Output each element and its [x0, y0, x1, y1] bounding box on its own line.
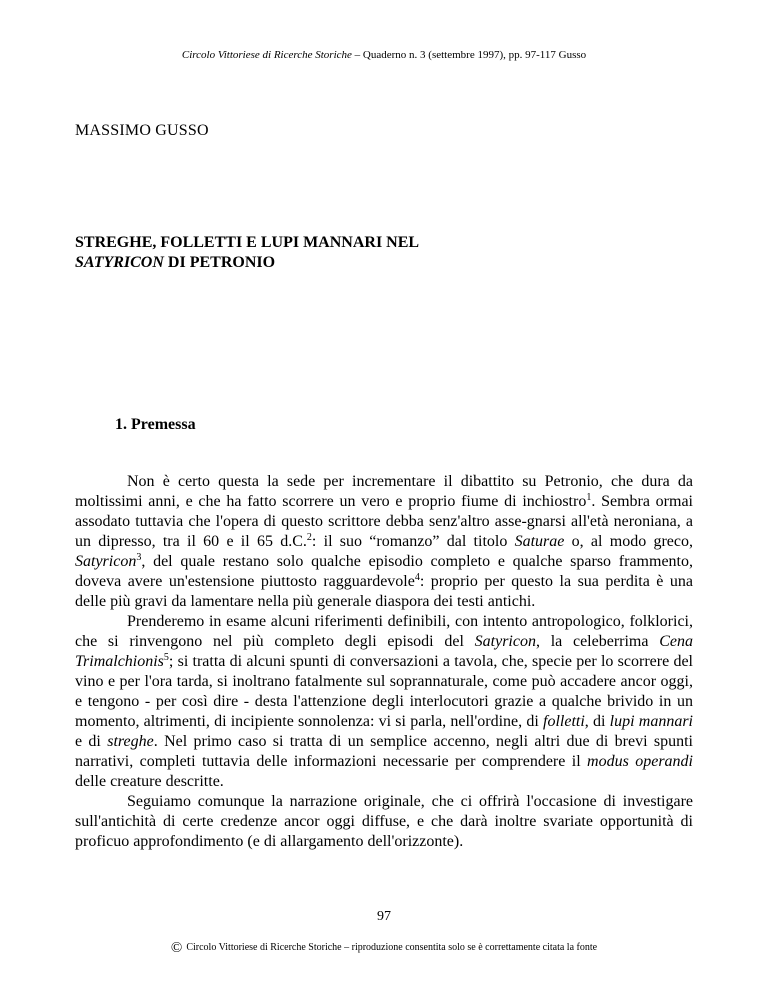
italic-term: folletti: [543, 713, 585, 730]
text-run: : il suo “romanzo” dal titolo: [311, 533, 515, 550]
running-header: [0, 48, 768, 62]
text-run: , di: [584, 713, 610, 730]
issue-info: – Quaderno n. 3 (settembre 1997), pp. 97-117 Gusso: [351, 49, 587, 61]
footnote-ref[interactable]: 2: [306, 532, 312, 543]
italic-term: modus operandi: [587, 753, 693, 770]
text-run: . Nel primo caso si tratta di un semplice accenno, negli altri due di brevi spunti narrativi, completi tuttavia delle informazioni necessarie per comprendere il: [75, 733, 694, 770]
text-run: , la celeberrima: [535, 633, 660, 650]
paragraph-2: [75, 612, 693, 792]
text-run: Non è certo questa la sede per incrementare il dibattito su Petronio, che dura da moltissimi anni, e che ha fatto scorrere un vero e proprio fiume di inchiostro: [75, 473, 693, 510]
italic-term: Satyricon: [75, 553, 137, 570]
text-run: , del quale restano solo qualche episodio completo e qualche sparso frammento, doveva avere un'estensione piuttosto ragguardevole: [75, 553, 693, 590]
paragraph-1: [75, 472, 693, 612]
italic-term: Saturae: [514, 533, 565, 550]
title-line-1: STREGHE, FOLLETTI E LUPI MANNARI NEL: [75, 234, 420, 251]
journal-name: Circolo Vittoriese di Ricerche Storiche: [181, 49, 352, 61]
italic-term: lupi mannari: [609, 713, 693, 730]
text-run: o, al modo greco,: [564, 533, 693, 550]
body-text: [75, 472, 693, 852]
italic-term: streghe: [107, 733, 154, 750]
text-run: Prenderemo in esame alcuni riferimenti definibili, con intento antropologico, folklorici, che si rinvengono nel più completo degli episodi del: [75, 613, 693, 650]
text-run: delle creature descritte.: [75, 773, 224, 790]
title-line-2: [75, 253, 695, 273]
copyright-text: Circolo Vittoriese di Ricerche Storiche – riproduzione consentita solo se è correttamente citata la fonte: [186, 942, 598, 953]
text-run: : proprio per questo la sua perdita è una delle più gravi da lamentare nella più generale diaspora dei testi antichi.: [75, 573, 693, 610]
footnote-ref[interactable]: 3: [136, 552, 142, 563]
copyright-footer: [0, 941, 768, 955]
title-italic-word: SATYRICON: [75, 254, 164, 271]
author-name: MASSIMO GUSSO: [75, 122, 209, 139]
italic-term: Cena Trimalchionis: [75, 633, 693, 670]
text-run: e di: [75, 733, 108, 750]
page-number: 97: [377, 909, 391, 924]
footnote-ref[interactable]: 1: [586, 492, 592, 503]
text-run: ; si tratta di alcuni spunti di conversazioni a tavola, che, specie per lo scorrere del vino e per l'ora tarda, si inoltrano fatalmente sul soprannaturale, come può accadere ancor oggi, e tengono - per così dire - desta l'attenzione degli interlocutori grazie a qualche brivido in un momento, altrimenti, di incipiente sonnolenza: vi si parla, nell'ordine, di: [75, 653, 693, 730]
title-line-2-rest: DI PETRONIO: [163, 254, 276, 271]
footnote-ref[interactable]: 4: [414, 572, 420, 583]
text-run: Seguiamo comunque la narrazione originale, che ci offrirà l'occasione di investigare sull'antichità di certe credenze ancor oggi diffuse, e che darà inoltre svariate opportunità di proficuo approfondimento (e di allargamento dell'orizzonte).: [75, 793, 693, 850]
paragraph-3: [75, 792, 693, 852]
copyright-icon: ©: [170, 940, 183, 956]
text-run: . Sembra ormai assodato tuttavia che l'opera di questo scrittore debba senz'altro asse-gnarsi all'età neroniana, a un dipresso, tra il 60 e il 65 d.C.: [75, 493, 693, 550]
article-title: [75, 233, 695, 273]
footnote-ref[interactable]: 5: [163, 652, 169, 663]
italic-term: Satyricon: [474, 633, 536, 650]
section-heading: 1. Premessa: [115, 416, 196, 433]
